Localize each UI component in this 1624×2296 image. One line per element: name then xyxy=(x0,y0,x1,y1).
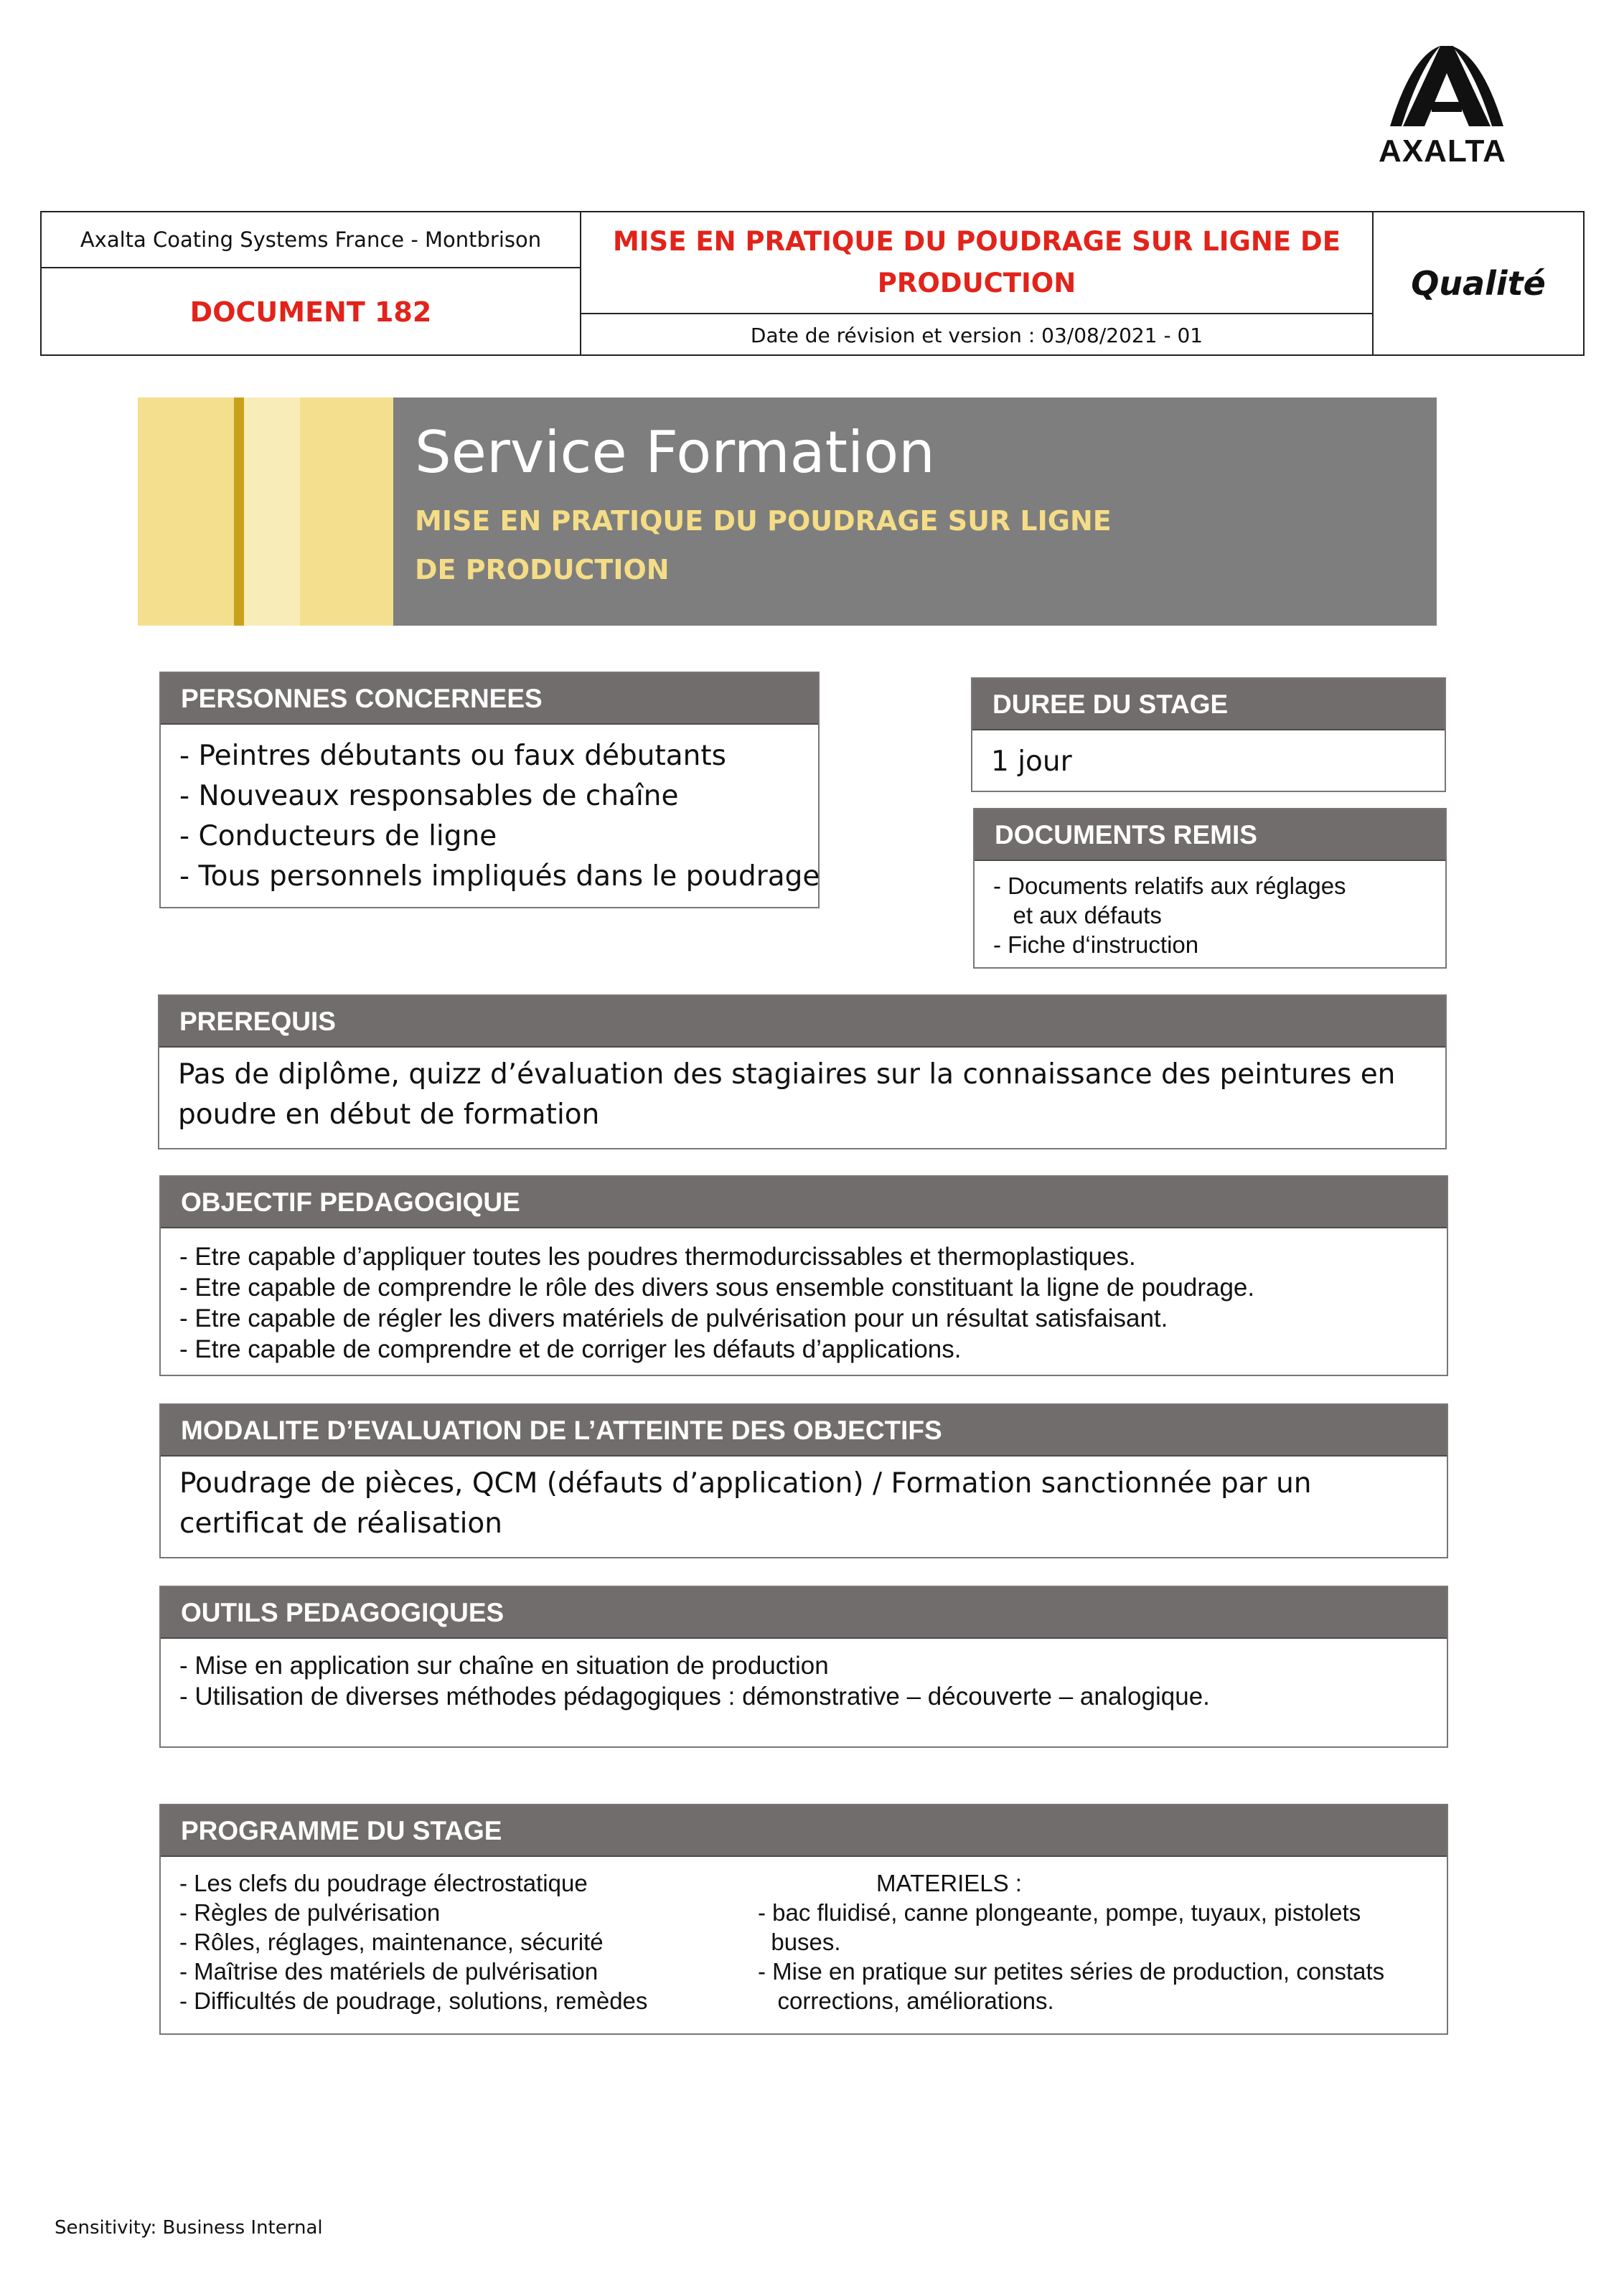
list-item: - Rôles, réglages, maintenance, sécurité xyxy=(179,1929,604,1955)
list-item: et aux défauts xyxy=(993,902,1162,928)
section-objectif xyxy=(159,1175,1448,1376)
section-heading: PREREQUIS xyxy=(159,996,1445,1048)
section-modalite xyxy=(159,1403,1448,1558)
list-item: - Etre capable de comprendre et de corriger les défauts d’applications. xyxy=(179,1335,962,1363)
section-heading: MODALITE D’EVALUATION DE L’ATTEINTE DES OBJECTIFS xyxy=(161,1405,1447,1457)
list-item: - Mise en application sur chaîne en situation de production xyxy=(179,1652,829,1680)
revision-info: Date de révision et version : 03/08/2021 - 01 xyxy=(581,314,1374,356)
section-body xyxy=(972,730,1445,794)
document-title xyxy=(581,212,1374,314)
section-heading: OBJECTIF PEDAGOGIQUE xyxy=(161,1177,1447,1228)
company-name: Axalta Coating Systems France - Montbrison xyxy=(42,212,581,268)
list-item: - Etre capable d’appliquer toutes les poudres thermodurcissables et thermoplastiques. xyxy=(179,1243,1136,1271)
document-title-line1: MISE EN PRATIQUE DU POUDRAGE SUR LIGNE DE xyxy=(612,226,1341,257)
list-item: - Etre capable de régler les divers matériels de pulvérisation pour un résultat satisfaisant. xyxy=(179,1304,1168,1332)
list-item: - Tous personnels impliqués dans le poudrage xyxy=(179,860,820,893)
list-item: MATERIELS : xyxy=(758,1870,1022,1896)
logo-wordmark: AXALTA xyxy=(1379,133,1506,169)
document-number: DOCUMENT 182 xyxy=(42,268,581,356)
section-body xyxy=(161,1639,1447,1723)
service-banner xyxy=(138,397,1437,626)
section-heading: DOCUMENTS REMIS xyxy=(975,809,1445,861)
list-item: - Règles de pulvérisation xyxy=(179,1899,441,1926)
program-materials xyxy=(758,1868,1461,2015)
list-item: - Maîtrise des matériels de pulvérisation xyxy=(179,1958,599,1985)
section-duree xyxy=(971,677,1446,792)
section-personnes xyxy=(159,672,820,908)
section-body xyxy=(161,1228,1447,1376)
section-body: Poudrage de pièces, QCM (défauts d’application) / Formation sanctionnée par un certificat de réalisation xyxy=(179,1467,1312,1540)
section-heading: PERSONNES CONCERNEES xyxy=(161,673,818,725)
list-item: - Difficultés de poudrage, solutions, remèdes xyxy=(179,1987,648,2014)
document-title-line2: PRODUCTION xyxy=(877,268,1076,298)
section-heading: DUREE DU STAGE xyxy=(972,679,1445,730)
list-item: - Utilisation de diverses méthodes pédagogiques : démonstrative – découverte – analogique. xyxy=(179,1683,1210,1711)
list-item: - Conducteurs de ligne xyxy=(179,820,497,852)
list-item: - Nouveaux responsables de chaîne xyxy=(179,780,679,812)
list-item: - Fiche d‘instruction xyxy=(993,931,1199,958)
section-prerequis xyxy=(158,994,1447,1149)
banner-stripe xyxy=(138,397,234,626)
program-topics xyxy=(179,1868,754,2015)
banner-title: Service Formation xyxy=(415,419,935,486)
sensitivity-label: Sensitivity: Business Internal xyxy=(55,2217,323,2239)
section-outils xyxy=(159,1586,1448,1748)
list-item: - bac fluidisé, canne plongeante, pompe, tuyaux, pistolets xyxy=(758,1899,1361,1926)
section-body xyxy=(161,725,818,908)
section-documents xyxy=(973,808,1447,969)
document-header xyxy=(40,211,1585,356)
banner-subtitle-line1: MISE EN PRATIQUE DU POUDRAGE SUR LIGNE xyxy=(415,505,1112,537)
section-heading: PROGRAMME DU STAGE xyxy=(161,1805,1447,1857)
banner-stripe xyxy=(300,397,393,626)
list-item: - Mise en pratique sur petites séries de production, constats xyxy=(758,1958,1385,1985)
section-body xyxy=(975,861,1445,971)
section-body: Pas de diplôme, quizz d’évaluation des stagiaires sur la connaissance des peintures en poudre en début de formation xyxy=(178,1058,1396,1131)
banner-subtitle-line2: DE PRODUCTION xyxy=(415,554,670,585)
banner-subtitle xyxy=(415,497,1132,594)
list-item: - Peintres débutants ou faux débutants xyxy=(179,740,727,772)
list-item: - Etre capable de comprendre le rôle des divers sous ensemble constituant la ligne de poudrage. xyxy=(179,1274,1255,1302)
section-heading: OUTILS PEDAGOGIQUES xyxy=(161,1587,1447,1639)
document-category: Qualité xyxy=(1411,264,1546,303)
banner-stripe xyxy=(234,397,244,626)
banner-stripe xyxy=(244,397,300,626)
list-item: buses. xyxy=(758,1929,841,1955)
list-item: - Les clefs du poudrage électrostatique xyxy=(179,1870,588,1896)
list-item: - Documents relatifs aux réglages xyxy=(993,872,1346,899)
section-programme xyxy=(159,1804,1448,2035)
section-body xyxy=(161,1857,1447,2035)
list-item: corrections, améliorations. xyxy=(758,1987,1054,2014)
duration-value: 1 jour xyxy=(991,745,1072,778)
